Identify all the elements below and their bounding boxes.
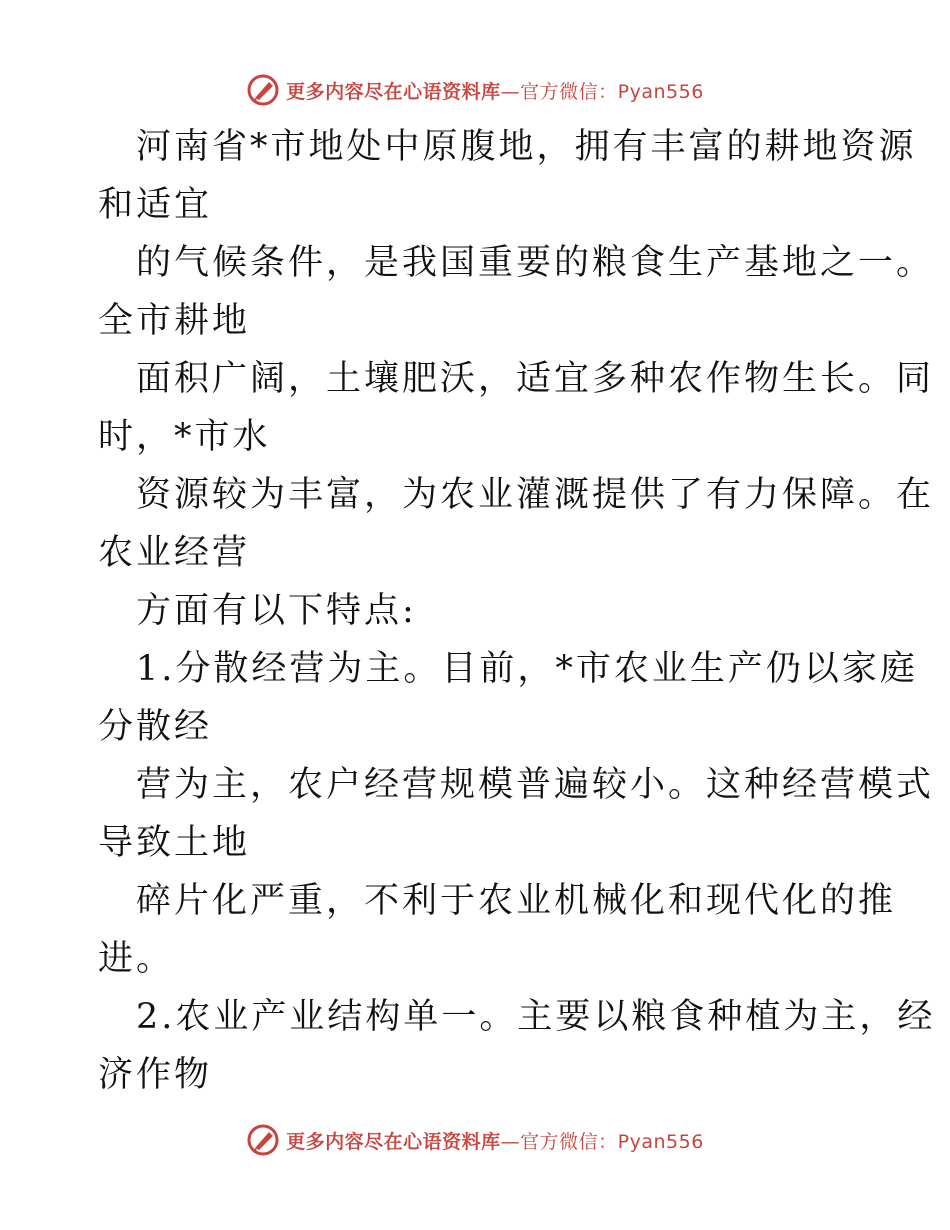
text-line: 导致土地 — [98, 823, 251, 863]
text-line: 碎片化严重，不利于农业机械化和现代化的推 — [136, 881, 897, 921]
text-line: 和适宜 — [98, 185, 213, 225]
text-line: 时，*市水 — [98, 417, 271, 457]
text-line: 全市耕地 — [98, 301, 251, 341]
document-body — [98, 118, 936, 1104]
text-line: 面积广阔，土壤肥沃，适宜多种农作物生长。同 — [136, 359, 935, 399]
banner-title: 更多内容尽在心语资料库 — [286, 80, 501, 103]
text-line: 进。 — [98, 939, 175, 979]
text-line: 济作物 — [98, 1055, 213, 1095]
header-banner — [0, 70, 950, 110]
text-line: 资源较为丰富，为农业灌溉提供了有力保障。在 — [136, 475, 935, 515]
text-line: 方面有以下特点: — [136, 591, 417, 631]
banner-title: 更多内容尽在心语资料库 — [286, 1130, 501, 1153]
text-line: 2.农业产业结构单一。主要以粮食种植为主，经 — [136, 997, 936, 1037]
banner-text — [286, 77, 704, 104]
text-line: 营为主，农户经营规模普遍较小。这种经营模式 — [136, 765, 935, 805]
footer-banner — [0, 1120, 950, 1160]
banner-text — [286, 1127, 704, 1154]
text-line: 1.分散经营为主。目前，*市农业生产仍以家庭 — [136, 649, 918, 689]
banner-contact: —官方微信：Pyan556 — [500, 80, 704, 103]
pen-logo-icon — [246, 1123, 280, 1157]
text-line: 的气候条件，是我国重要的粮食生产基地之一。 — [136, 243, 935, 283]
pen-logo-icon — [246, 73, 280, 107]
text-line: 农业经营 — [98, 533, 251, 573]
text-line: 分散经 — [98, 707, 213, 747]
text-line: 河南省*市地处中原腹地，拥有丰富的耕地资源 — [136, 127, 917, 167]
banner-contact: —官方微信：Pyan556 — [500, 1130, 704, 1153]
